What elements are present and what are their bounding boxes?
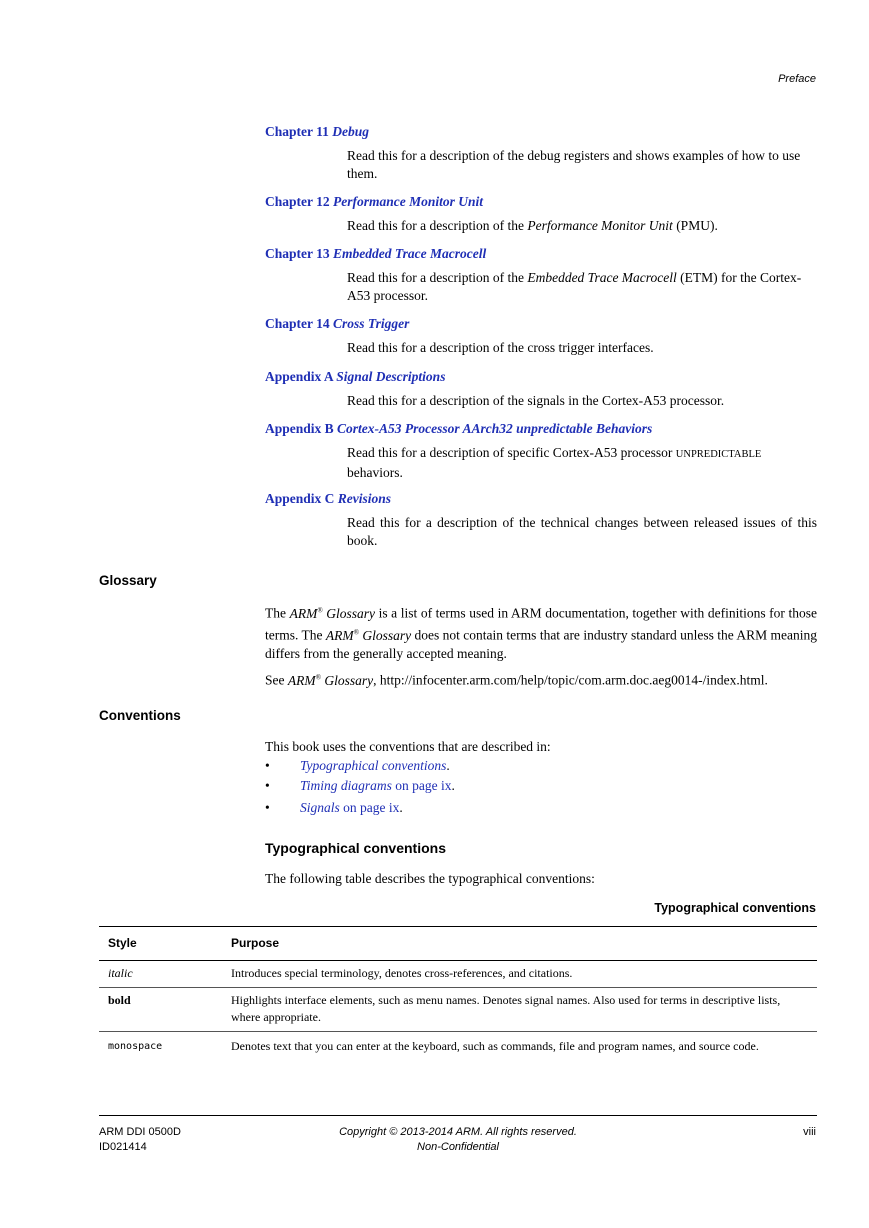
desc-text: Read this for a description of the: [347, 270, 528, 285]
term: Glossary: [322, 605, 375, 621]
glossary-title: [326, 628, 411, 643]
confidentiality: Non-Confidential: [417, 1140, 499, 1153]
table-rule: [99, 926, 817, 927]
glossary-url[interactable]: , http://infocenter.arm.com/help/topic/com.arm.doc.aeg0014-/index.html.: [373, 672, 768, 688]
chapter-title: Cross Trigger: [333, 316, 410, 331]
link-text: Typographical conventions: [300, 758, 447, 773]
table-rule: [99, 1031, 817, 1032]
text: The: [265, 605, 290, 621]
chapter-label: Appendix A: [265, 369, 333, 384]
term: Glossary: [358, 627, 412, 643]
style-cell: bold: [108, 993, 131, 1007]
doc-id: ID021414: [99, 1140, 147, 1153]
desc-text: Read this for a description of the: [347, 218, 528, 233]
footer-rule: [99, 1115, 817, 1116]
page-number: viii: [803, 1126, 816, 1138]
desc-text: (PMU).: [672, 218, 718, 233]
table-caption: Typographical conventions: [654, 901, 816, 915]
desc-emphasis: Performance Monitor Unit: [527, 218, 673, 233]
bullet-item: [300, 800, 403, 816]
term: ARM: [325, 627, 354, 643]
doc-number: ARM DDI 0500D: [99, 1126, 181, 1138]
desc-text: Read this for a description of specific Cortex-A53 processor: [347, 445, 676, 460]
chapter-title: Performance Monitor Unit: [333, 194, 484, 209]
typographical-conventions-intro: The following table describes the typographical conventions:: [265, 871, 595, 886]
link-text: Signals: [300, 800, 340, 815]
page-ref: on page ix: [391, 778, 452, 793]
footer-doc-info: [99, 1125, 181, 1154]
registered-mark: ®: [317, 606, 323, 614]
table-header-style: Style: [108, 936, 137, 950]
text: See: [265, 672, 288, 688]
purpose-cell: Denotes text that you can enter at the keyboard, such as commands, file and program names, and source code.: [231, 1039, 759, 1053]
punctuation: .: [446, 758, 450, 773]
appendix-c-link[interactable]: [265, 491, 391, 507]
chapter-title: Cortex-A53 Processor AArch32 unpredictable Behaviors: [337, 421, 653, 436]
glossary-title: [290, 606, 375, 621]
registered-mark: ®: [315, 673, 321, 681]
link-text: Timing diagrams: [300, 778, 392, 793]
glossary-title: [288, 673, 373, 688]
appendix-c-description: Read this for a description of the technical changes between released issues of this book.: [347, 515, 817, 548]
style-cell: italic: [108, 966, 133, 980]
chapter-13-link[interactable]: [265, 246, 486, 262]
appendix-a-description: Read this for a description of the signals in the Cortex-A53 processor.: [347, 393, 725, 408]
style-cell: monospace: [108, 1041, 163, 1052]
chapter-14-link[interactable]: [265, 316, 409, 332]
text: is a list of terms used in ARM documentation, together with definitions for those terms. The: [265, 605, 817, 643]
punctuation: .: [451, 778, 455, 793]
appendix-b-link[interactable]: [265, 421, 652, 437]
glossary-paragraph: [265, 601, 817, 664]
chapter-title: Embedded Trace Macrocell: [333, 246, 487, 261]
table-rule: [99, 960, 817, 961]
chapter-title: Revisions: [337, 491, 392, 506]
chapter-label: Appendix C: [265, 491, 335, 506]
conventions-intro: This book uses the conventions that are described in:: [265, 739, 551, 754]
chapter-11-description: Read this for a description of the debug registers and shows examples of how to use them.: [347, 148, 801, 181]
conventions-heading: Conventions: [99, 708, 181, 723]
bullet-item: [300, 758, 450, 774]
signals-link[interactable]: [300, 800, 399, 815]
footer-center: [258, 1125, 658, 1154]
text: does not contain terms that are industry standard unless the ARM meaning differs from the generally accepted meaning.: [265, 627, 817, 661]
running-header: Preface: [778, 73, 816, 85]
timing-diagrams-link[interactable]: [300, 778, 452, 793]
punctuation: .: [399, 800, 403, 815]
glossary-heading: Glossary: [99, 573, 157, 588]
table-rule: [99, 987, 817, 988]
purpose-cell: Introduces special terminology, denotes cross-references, and citations.: [231, 966, 573, 980]
appendix-a-link[interactable]: [265, 369, 445, 385]
chapter-14-description: Read this for a description of the cross trigger interfaces.: [347, 340, 654, 355]
copyright: Copyright © 2013-2014 ARM. All rights reserved.: [339, 1126, 577, 1138]
chapter-label: Chapter 11: [265, 124, 329, 139]
chapter-title: Debug: [332, 124, 370, 139]
table-header-purpose: Purpose: [231, 936, 280, 950]
term: Glossary: [320, 672, 374, 688]
desc-text: behaviors.: [347, 465, 403, 480]
bullet-item: [300, 778, 455, 794]
desc-emphasis: Embedded Trace Macrocell: [527, 270, 677, 285]
chapter-label: Chapter 13: [265, 246, 330, 261]
glossary-link-paragraph: [265, 668, 817, 690]
bullet-marker: •: [265, 800, 270, 815]
page-ref: on page ix: [339, 800, 400, 815]
chapter-label: Chapter 12: [265, 194, 330, 209]
chapter-12-link[interactable]: [265, 194, 483, 210]
chapter-title: Signal Descriptions: [336, 369, 446, 384]
chapter-13-description: [347, 269, 817, 305]
typographical-conventions-heading: Typographical conventions: [265, 840, 446, 856]
chapter-label: Chapter 14: [265, 316, 330, 331]
desc-text: (ETM) for the Cortex-A53 processor.: [347, 270, 802, 303]
bullet-marker: •: [265, 778, 270, 793]
bullet-marker: •: [265, 758, 270, 773]
desc-smallcaps: UNPREDICTABLE: [675, 449, 762, 460]
appendix-b-description: [347, 444, 817, 482]
chapter-11-link[interactable]: [265, 124, 369, 140]
term: ARM: [289, 605, 318, 621]
registered-mark: ®: [353, 628, 359, 636]
purpose-cell: Highlights interface elements, such as menu names. Denotes signal names. Also used for terms in descriptive lists, where appropriate.: [231, 993, 781, 1024]
term: ARM: [287, 672, 316, 688]
chapter-12-description: [347, 217, 817, 235]
typographical-conventions-link[interactable]: [300, 758, 446, 773]
chapter-label: Appendix B: [265, 421, 334, 436]
